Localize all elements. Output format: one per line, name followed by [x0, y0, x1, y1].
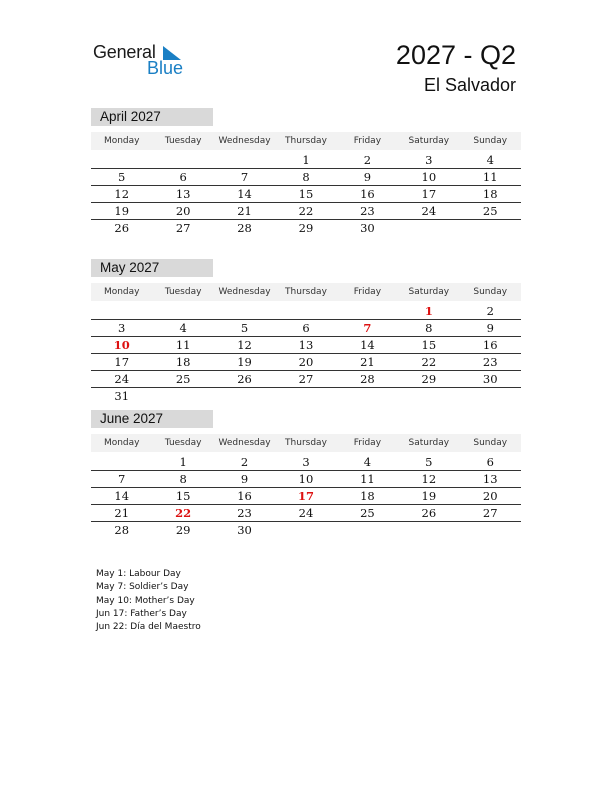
week-row: [91, 169, 521, 186]
day-cell: 5: [425, 455, 433, 469]
day-cell: 1: [424, 304, 433, 318]
day-cell: 16: [482, 338, 498, 352]
weekday-header: [91, 283, 521, 301]
day-cell: 2: [486, 304, 494, 318]
holiday-note: May 10: Mother’s Day: [96, 595, 195, 606]
day-cell: 2: [240, 455, 249, 469]
week-row: [91, 388, 521, 404]
day-cell: 1: [302, 153, 310, 167]
day-cell: 12: [421, 472, 437, 486]
day-cell: 30: [360, 221, 375, 235]
day-cell: 12: [114, 187, 130, 201]
weekday-label: Sunday: [473, 438, 508, 448]
day-cell: 15: [175, 489, 191, 503]
day-cell: 15: [298, 187, 314, 201]
weekday-label: Thursday: [285, 287, 327, 297]
weekday-header: [91, 434, 521, 452]
day-cell: 17: [114, 355, 130, 369]
day-cell: 18: [175, 355, 191, 369]
day-cell: 23: [237, 506, 252, 520]
empty-day-cell: [91, 303, 152, 319]
empty-day-cell: [214, 303, 275, 319]
week-row: [91, 488, 521, 505]
month-title: June 2027: [91, 410, 213, 428]
day-cell: 9: [240, 472, 249, 486]
day-cell: 7: [240, 170, 249, 184]
day-cell: 25: [360, 506, 375, 520]
brand-logo: [93, 42, 193, 78]
weekday-label: Wednesday: [218, 438, 271, 448]
day-cell: 21: [360, 355, 375, 369]
empty-day-cell: [152, 388, 213, 404]
month-april: [91, 108, 521, 236]
day-cell: 23: [482, 355, 498, 369]
day-cell: 17: [421, 187, 437, 201]
week-row: [91, 320, 521, 337]
empty-day-cell: [152, 303, 213, 319]
day-cell: 26: [114, 221, 130, 235]
week-row: [91, 186, 521, 203]
week-row: [91, 337, 521, 354]
day-cell: 27: [298, 372, 314, 386]
day-cell: 24: [421, 204, 437, 218]
day-cell: 25: [175, 372, 191, 386]
day-cell: 14: [237, 187, 252, 201]
day-cell: 3: [425, 153, 433, 167]
empty-day-cell: [275, 388, 336, 404]
day-cell: 7: [118, 472, 126, 486]
day-cell: 30: [237, 523, 252, 537]
day-cell: 7: [363, 321, 372, 335]
day-cell: 11: [360, 472, 375, 486]
brand-word-blue: Blue: [147, 58, 184, 78]
weekday-label: Tuesday: [164, 287, 202, 297]
day-cell: 4: [486, 153, 494, 167]
day-cell: 4: [179, 321, 187, 335]
day-cell: 26: [421, 506, 437, 520]
day-cell: 19: [237, 355, 252, 369]
day-cell: 4: [363, 455, 372, 469]
weekday-label: Saturday: [408, 438, 450, 448]
day-cell: 23: [360, 204, 375, 218]
weekday-label: Thursday: [285, 136, 327, 146]
day-cell: 10: [298, 472, 314, 486]
day-cell: 22: [175, 506, 192, 520]
week-row: [91, 454, 521, 471]
day-cell: 20: [298, 355, 314, 369]
day-cell: 30: [482, 372, 498, 386]
day-cell: 3: [302, 455, 310, 469]
weekday-label: Saturday: [408, 136, 450, 146]
day-cell: 1: [179, 455, 187, 469]
weekday-label: Monday: [103, 287, 140, 297]
empty-day-cell: [337, 303, 398, 319]
weekday-label: Wednesday: [218, 287, 271, 297]
day-cell: 14: [360, 338, 375, 352]
day-cell: 16: [360, 187, 375, 201]
day-cell: 17: [297, 489, 314, 503]
day-cell: 6: [486, 455, 494, 469]
country-name: El Salvador: [423, 75, 516, 95]
day-cell: 31: [114, 389, 130, 403]
day-cell: 9: [486, 321, 494, 335]
brand-word-general: General: [93, 42, 156, 62]
week-row: [91, 471, 521, 488]
day-cell: 16: [237, 489, 252, 503]
empty-day-cell: [214, 388, 275, 404]
day-cell: 5: [118, 170, 126, 184]
day-cell: 26: [237, 372, 252, 386]
day-cell: 13: [175, 187, 191, 201]
day-cell: 11: [175, 338, 191, 352]
weekday-header: [91, 132, 521, 150]
day-cell: 29: [298, 221, 314, 235]
day-cell: 27: [175, 221, 191, 235]
day-cell: 8: [302, 170, 310, 184]
day-cell: 21: [237, 204, 252, 218]
day-cell: 5: [240, 321, 249, 335]
day-cell: 15: [421, 338, 437, 352]
empty-day-cell: [398, 522, 459, 538]
week-row: [91, 303, 521, 320]
empty-day-cell: [91, 152, 152, 168]
day-cell: 12: [237, 338, 252, 352]
day-cell: 18: [482, 187, 498, 201]
day-cell: 6: [179, 170, 187, 184]
day-cell: 10: [421, 170, 437, 184]
month-june: [91, 410, 521, 538]
day-cell: 20: [482, 489, 498, 503]
day-cell: 13: [298, 338, 314, 352]
day-cell: 8: [179, 472, 187, 486]
empty-day-cell: [337, 388, 398, 404]
holiday-note: May 7: Soldier’s Day: [96, 582, 189, 593]
holiday-note: Jun 17: Father’s Day: [96, 608, 187, 619]
empty-day-cell: [214, 152, 275, 168]
day-cell: 27: [482, 506, 498, 520]
weekday-label: Monday: [103, 136, 140, 146]
month-may: [91, 259, 521, 404]
day-cell: 6: [302, 321, 310, 335]
day-cell: 13: [482, 472, 498, 486]
day-cell: 8: [425, 321, 433, 335]
weekday-label: Sunday: [473, 287, 508, 297]
weekday-label: Friday: [353, 136, 382, 146]
weekday-label: Thursday: [285, 438, 327, 448]
weekday-label: Tuesday: [164, 136, 202, 146]
week-row: [91, 220, 521, 236]
day-cell: 10: [113, 338, 130, 352]
weekday-label: Friday: [353, 438, 382, 448]
page-title: 2027 - Q2: [395, 40, 516, 70]
holiday-note: Jun 22: Día del Maestro: [96, 622, 201, 633]
week-row: [91, 522, 521, 538]
empty-day-cell: [337, 522, 398, 538]
day-cell: 3: [118, 321, 126, 335]
empty-day-cell: [398, 388, 459, 404]
weekday-label: Friday: [353, 287, 382, 297]
empty-day-cell: [91, 454, 152, 470]
month-title: May 2027: [91, 259, 213, 277]
day-cell: 11: [482, 170, 498, 184]
day-cell: 22: [421, 355, 437, 369]
empty-day-cell: [460, 220, 521, 236]
day-cell: 2: [363, 153, 372, 167]
week-row: [91, 203, 521, 220]
week-row: [91, 371, 521, 388]
day-cell: 9: [363, 170, 372, 184]
empty-day-cell: [460, 522, 521, 538]
weekday-label: Wednesday: [218, 136, 271, 146]
empty-day-cell: [275, 522, 336, 538]
day-cell: 21: [114, 506, 130, 520]
day-cell: 28: [114, 523, 130, 537]
day-cell: 24: [298, 506, 314, 520]
holiday-notes: [96, 568, 201, 634]
empty-day-cell: [152, 152, 213, 168]
week-row: [91, 354, 521, 371]
day-cell: 22: [298, 204, 314, 218]
weekday-label: Saturday: [408, 287, 450, 297]
weekday-label: Sunday: [473, 136, 508, 146]
weekday-label: Tuesday: [164, 438, 202, 448]
day-cell: 19: [114, 204, 130, 218]
day-cell: 29: [421, 372, 437, 386]
empty-day-cell: [460, 388, 521, 404]
day-cell: 19: [421, 489, 437, 503]
week-row: [91, 152, 521, 169]
day-cell: 28: [360, 372, 375, 386]
day-cell: 29: [175, 523, 191, 537]
day-cell: 24: [114, 372, 130, 386]
empty-day-cell: [275, 303, 336, 319]
empty-day-cell: [398, 220, 459, 236]
day-cell: 25: [482, 204, 498, 218]
day-cell: 20: [175, 204, 191, 218]
weekday-label: Monday: [103, 438, 140, 448]
day-cell: 28: [237, 221, 252, 235]
holiday-note: May 1: Labour Day: [96, 569, 181, 579]
day-cell: 18: [360, 489, 375, 503]
day-cell: 14: [114, 489, 130, 503]
week-row: [91, 505, 521, 522]
month-title: April 2027: [91, 108, 213, 126]
